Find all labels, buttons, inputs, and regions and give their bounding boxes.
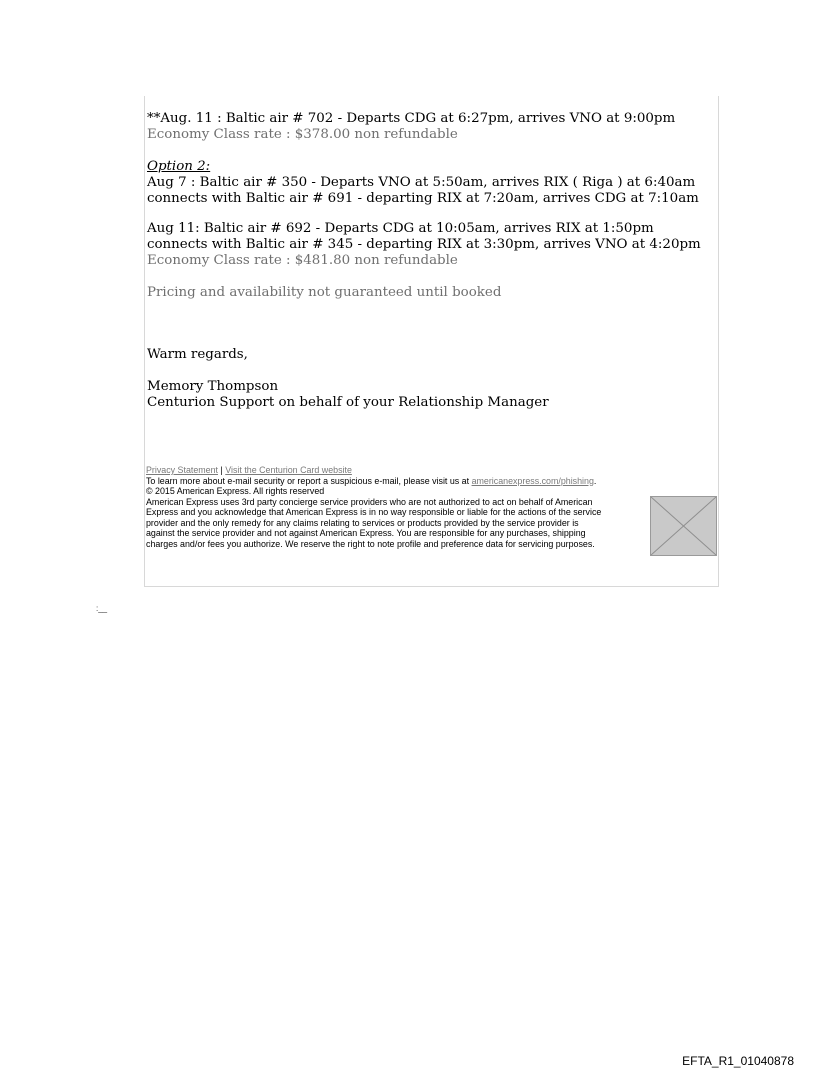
option2-outbound-line1: Aug 7 : Baltic air # 350 - Departs VNO at 5:50am, arrives RIX ( Riga ) at 6:40am <box>147 175 696 190</box>
disclaimer-line-2: Express and you acknowledge that American Express is in no way responsible or liable for the actions of the service <box>146 507 602 517</box>
disclaimer-line-4: against the service provider and not against American Express. You are responsible for any purchases, shipping <box>146 528 586 538</box>
security-period: . <box>593 475 597 486</box>
disclaimer-line-5: charges and/or fees you authorize. We reserve the right to note profile and preference data for servicing purposes. <box>146 538 595 549</box>
phishing-link[interactable]: americanexpress.com/phishing <box>471 475 594 486</box>
flight-return-option1: **Aug. 11 : Baltic air # 702 - Departs CDG at 6:27pm, arrives VNO at 9:00pm <box>147 111 676 126</box>
centurion-website-link[interactable]: Visit the Centurion Card website <box>225 465 352 475</box>
security-text: To learn more about e-mail security or report a suspicious e-mail, please visit us at <box>146 475 470 486</box>
link-separator: | <box>220 465 223 475</box>
rate-option2: Economy Class rate : $481.80 non refundable <box>147 253 458 268</box>
privacy-statement-link[interactable]: Privacy Statement <box>146 465 219 475</box>
closing-line: Warm regards, <box>147 347 248 362</box>
email-footer <box>146 465 646 549</box>
disclaimer-line-1: American Express uses 3rd party concierge service providers who are not authorized to act on behalf of American <box>146 496 593 507</box>
option2-outbound-line2: connects with Baltic air # 691 - departing RIX at 7:20am, arrives CDG at 7:10am <box>147 191 699 206</box>
option2-return-line2: connects with Baltic air # 345 - departing RIX at 3:30pm, arrives VNO at 4:20pm <box>147 237 701 252</box>
pricing-note: Pricing and availability not guaranteed until booked <box>147 285 502 300</box>
security-notice <box>146 476 646 487</box>
footer-links <box>146 465 646 476</box>
email-body <box>147 111 707 411</box>
rate-option1: Economy Class rate : $378.00 non refundable <box>147 127 458 142</box>
option2-return-line1: Aug 11: Baltic air # 692 - Departs CDG at 10:05am, arrives RIX at 1:50pm <box>147 221 654 236</box>
broken-image-icon <box>651 497 716 555</box>
missing-image-placeholder <box>650 496 717 556</box>
copyright-notice: © 2015 American Express. All rights reserved <box>146 486 325 496</box>
disclaimer-line-3: provider and the only remedy for any claims relating to services or products provided by the service provider is <box>146 517 579 528</box>
sender-name: Memory Thompson <box>147 379 279 394</box>
sender-title: Centurion Support on behalf of your Relationship Manager <box>147 395 549 410</box>
stray-mark: :__ <box>96 604 108 613</box>
document-id: EFTA_R1_01040878 <box>682 1054 794 1068</box>
option2-heading: Option 2: <box>147 159 211 174</box>
